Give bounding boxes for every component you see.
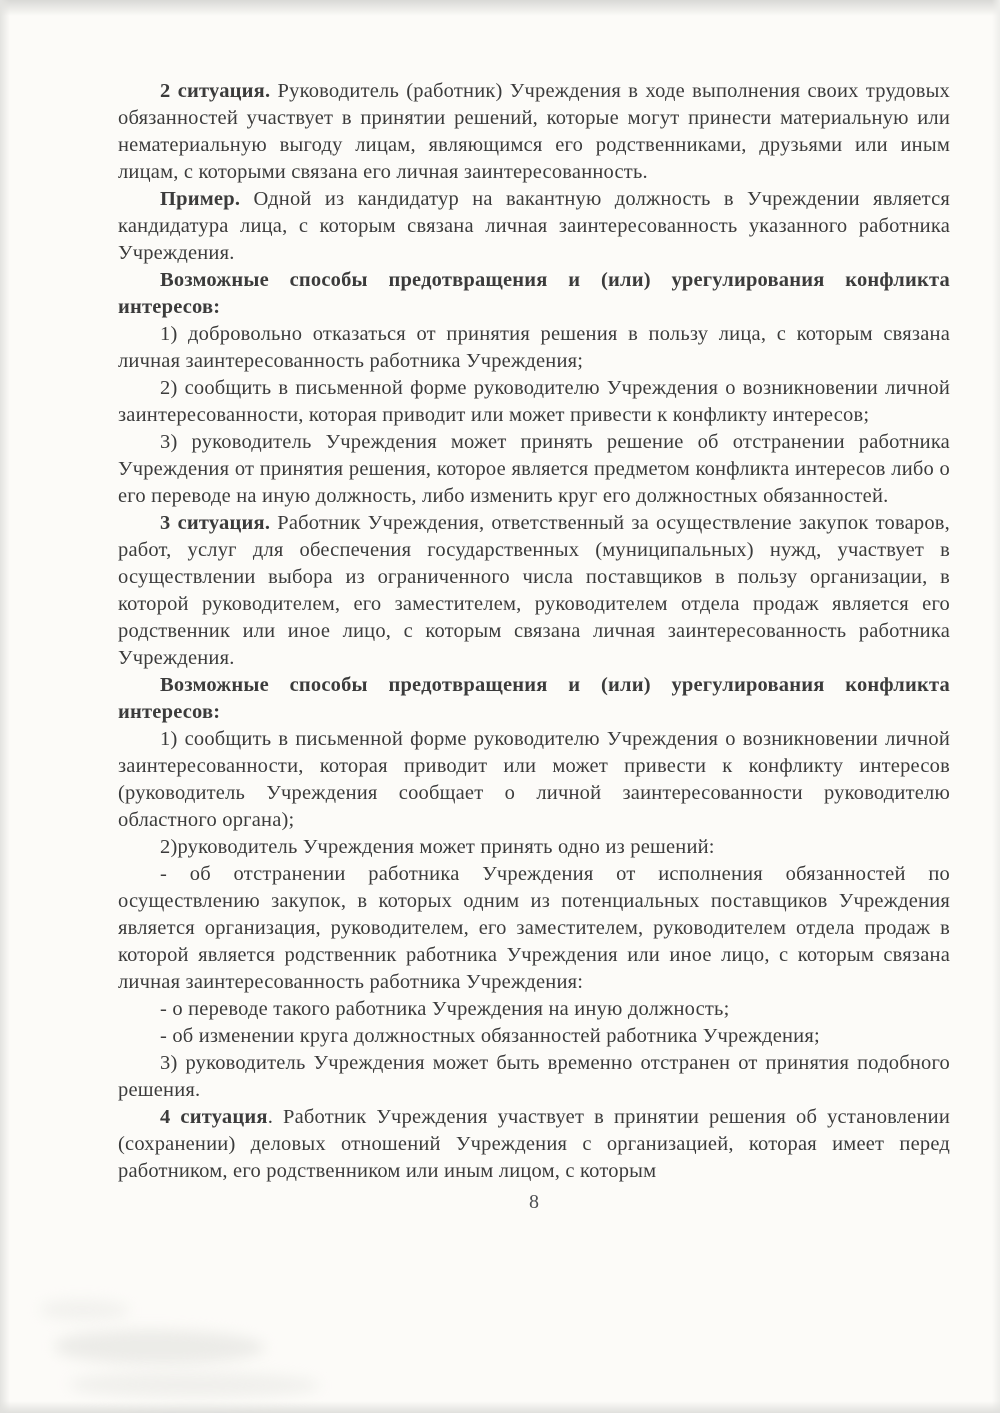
heading-text: Возможные способы предотвращения и (или) урегулирования конфликта интересов: (118, 269, 950, 318)
dash-item-removal (118, 861, 950, 996)
paragraph-lead: Пример. (160, 188, 241, 210)
paragraph-situation-3 (118, 510, 950, 672)
paragraph-situation-4 (118, 1104, 950, 1185)
paragraph-text: Одной из кандидатур на вакантную должность в Учреждении является кандидатура лица, с которым связана личная заинтересованность указанного работника Учреждения. (118, 188, 950, 264)
page-number: 8 (529, 1191, 539, 1213)
ink-bleed-artifact (40, 1300, 130, 1320)
paragraph-lead: 3 ситуация. (160, 512, 271, 534)
paragraph-lead: 2 ситуация. (160, 80, 271, 102)
document-body (118, 78, 950, 1214)
ink-bleed-artifact (70, 1372, 320, 1398)
paragraph-text: - об отстранении работника Учреждения от исполнения обязанностей по осуществлению закупок, в которых одним из потенциальных поставщиков Учреждения является организация, руководителем, его заместителем, руководителем отдела продаж в которой является родственник работника Учреждения или иное лицо, с которым связана личная заинтересованность работника Учреждения: (118, 863, 950, 993)
list-item-2 (118, 834, 950, 861)
section-heading-ways (118, 267, 950, 321)
list-item-1 (118, 321, 950, 375)
scan-edge-shadow-top (0, 0, 1000, 16)
scan-edge-shadow-bottom (0, 1401, 1000, 1413)
paragraph-situation-2 (118, 78, 950, 186)
paragraph-text: 3) руководитель Учреждения может быть временно отстранен от принятия подобного решения. (118, 1052, 950, 1101)
list-item-1 (118, 726, 950, 834)
list-item-3 (118, 429, 950, 510)
heading-text: Возможные способы предотвращения и (или) урегулирования конфликта интересов: (118, 674, 950, 723)
paragraph-text: . Работник Учреждения участвует в принятии решения об установлении (сохранении) деловых отношений Учреждения с организацией, которая имеет перед работником, его родственником или иным лицом, с которым (118, 1106, 950, 1182)
paragraph-text: 2)руководитель Учреждения может принять одно из решений: (160, 836, 715, 858)
paragraph-example (118, 186, 950, 267)
list-item-3 (118, 1050, 950, 1104)
paragraph-text: Руководитель (работник) Учреждения в ходе выполнения своих трудовых обязанностей участвует в принятии решений, которые могут принести материальную или нематериальную выгоду лицам, являющимся его родственниками, друзьями или иным лицам, с которыми связана его личная заинтересованность. (118, 80, 950, 183)
paragraph-text: 3) руководитель Учреждения может принять решение об отстранении работника Учреждения от принятия решения, которое является предметом конфликта интересов либо о его переводе на иную должность, либо изменить круг его должностных обязанностей. (118, 431, 950, 507)
scan-edge-shadow-right (992, 0, 1000, 1413)
paragraph-text: - о переводе такого работника Учреждения на иную должность; (160, 998, 730, 1020)
dash-item-transfer (118, 996, 950, 1023)
scan-edge-shadow-left (0, 0, 10, 1413)
dash-item-duties-change (118, 1023, 950, 1050)
ink-bleed-artifact (55, 1330, 265, 1364)
paragraph-text: Работник Учреждения, ответственный за осуществление закупок товаров, работ, услуг для обеспечения государственных (муниципальных) нужд, участвует в осуществлении выбора из ограниченного числа поставщиков в пользу организации, в которой руководителем, его заместителем, руководителем отдела продаж является его родственник или иное лицо, с которым связана личная заинтересованность работника Учреждения. (118, 512, 951, 669)
paragraph-lead: 4 ситуация (160, 1106, 268, 1128)
paragraph-text: 1) добровольно отказаться от принятия решения в пользу лица, с которым связана личная заинтересованность работника Учреждения; (118, 323, 950, 372)
paragraph-text: 2) сообщить в письменной форме руководителю Учреждения о возникновении личной заинтересованности, которая приводит или может привести к конфликту интересов; (118, 377, 950, 426)
paragraph-text: - об изменении круга должностных обязанностей работника Учреждения; (160, 1025, 820, 1047)
list-item-2 (118, 375, 950, 429)
paragraph-text: 1) сообщить в письменной форме руководителю Учреждения о возникновении личной заинтересованности, которая приводит или может привести к конфликту интересов (руководитель Учреждения сообщает о личной заинтересованности руководителю областного органа); (118, 728, 950, 831)
section-heading-ways (118, 672, 950, 726)
